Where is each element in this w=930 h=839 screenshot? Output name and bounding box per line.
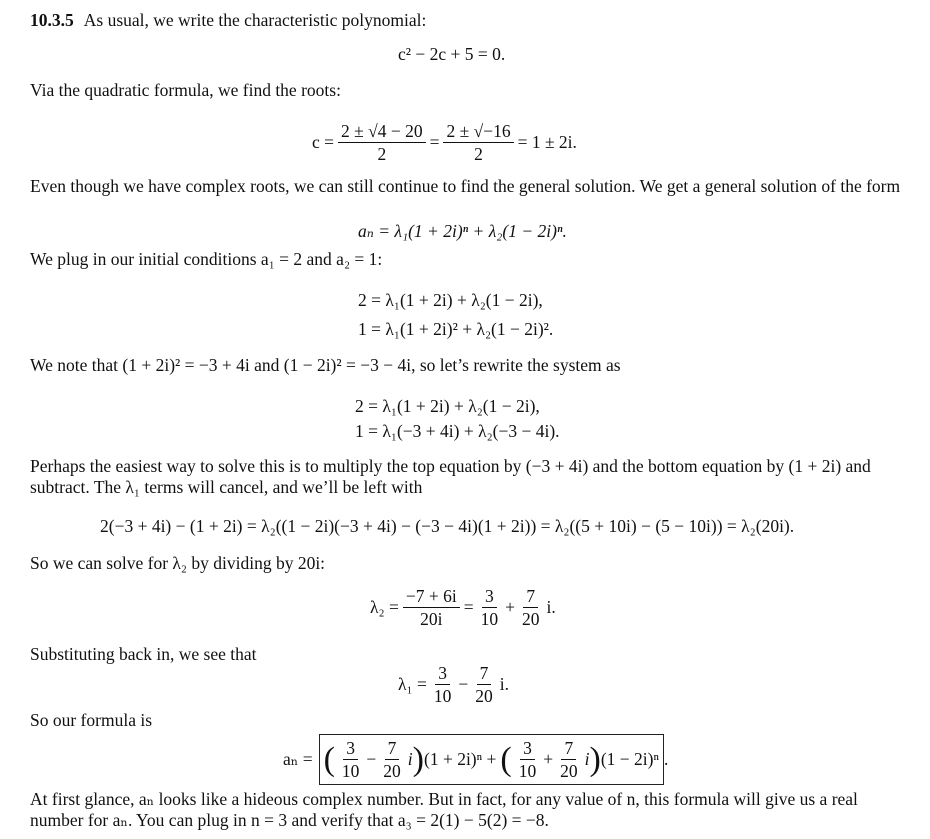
denominator: 10 <box>341 761 360 781</box>
paragraph-divide: So we can solve for λ₂ by dividing by 20i: <box>30 553 326 573</box>
eq-lhs: λ₁ = <box>398 674 427 694</box>
denominator: 20 <box>560 761 578 781</box>
numerator: 7 <box>385 737 400 760</box>
intro-text: As usual, we write the characteristic polynomial: <box>83 10 427 30</box>
denominator: 20 <box>383 761 401 781</box>
fraction <box>403 585 460 630</box>
paragraph-quadratic: Via the quadratic formula, we find the roots: <box>30 80 341 100</box>
final-formula <box>283 734 668 785</box>
operator: + <box>543 749 554 769</box>
system-2-line: 2 = λ₁(1 + 2i) + λ₂(1 − 2i), <box>355 396 540 416</box>
right-paren: ) <box>412 740 424 778</box>
right-paren: ) <box>589 740 601 778</box>
numerator: 3 <box>482 585 497 608</box>
term-2: (1 − 2i)ⁿ <box>600 749 659 769</box>
section-number: 10.3.5 <box>30 10 74 30</box>
numerator: 7 <box>561 737 576 760</box>
numerator: 2 ± √4 − 20 <box>338 120 426 143</box>
numerator: 7 <box>477 662 492 685</box>
operator: − <box>458 674 469 694</box>
fraction <box>516 737 540 782</box>
eq-tail: i. <box>499 674 509 694</box>
numerator: 2 ± √−16 <box>443 120 513 143</box>
term-1: (1 + 2i)ⁿ + <box>424 749 497 769</box>
operator: − <box>366 749 377 769</box>
eq-rest: = 1 ± 2i. <box>517 132 577 152</box>
denominator: 10 <box>518 761 537 781</box>
paragraph-initial-conditions: We plug in our initial conditions a₁ = 2 and a₂ = 1: <box>30 249 383 269</box>
fraction <box>519 585 543 630</box>
system-1-line: 1 = λ₁(1 + 2i)² + λ₂(1 − 2i)². <box>358 319 554 339</box>
denominator: 10 <box>433 686 452 706</box>
lambda2-equation <box>370 585 556 630</box>
fraction <box>338 120 426 165</box>
system-1 <box>358 286 553 344</box>
section-intro <box>30 10 426 31</box>
paragraph-general-solution: Even though we have complex roots, we can still continue to find the general solution. We get a general solution of the form <box>30 176 901 196</box>
left-paren: ( <box>323 740 335 778</box>
general-solution-equation: aₙ = λ₁(1 + 2i)ⁿ + λ₂(1 − 2i)ⁿ. <box>358 221 567 241</box>
boxed-formula <box>319 734 664 785</box>
fraction <box>557 737 581 782</box>
numerator: 3 <box>435 662 450 685</box>
denominator: 20 <box>475 686 493 706</box>
eq-lhs: λ₂ = <box>370 597 399 617</box>
lambda1-equation <box>398 662 509 707</box>
eq-lhs: aₙ = <box>283 749 313 769</box>
denominator: 2 <box>474 144 483 164</box>
paragraph-formula: So our formula is <box>30 710 153 730</box>
fraction <box>431 662 455 707</box>
paragraph-conclusion: At first glance, aₙ looks like a hideous complex number. But in fact, for any value of n, this formula will give us a real number for aₙ. You can plug in n = 3 and verify that a₃ = 2(1) − 5(2) = −8. <box>30 789 858 830</box>
equals: = <box>429 132 440 152</box>
period: . <box>663 749 669 769</box>
equals: = <box>463 597 474 617</box>
paragraph-solve: Perhaps the easiest way to solve this is to multiply the top equation by (−3 + 4i) and the bottom equation by (1 + 2i) and subtract. The λ₁ terms will cancel, and we’ll be left with <box>30 456 871 497</box>
fraction <box>478 585 502 630</box>
numerator: 3 <box>343 737 358 760</box>
system-1-line: 2 = λ₁(1 + 2i) + λ₂(1 − 2i), <box>358 290 543 310</box>
fraction <box>472 662 496 707</box>
operator: + <box>505 597 515 617</box>
system-2-line: 1 = λ₁(−3 + 4i) + λ₂(−3 − 4i). <box>355 421 560 441</box>
denominator: 2 <box>377 144 387 164</box>
imaginary-unit: i <box>584 749 590 769</box>
left-paren: ( <box>500 740 512 778</box>
eq-tail: i. <box>546 597 556 617</box>
imaginary-unit: i <box>407 749 413 769</box>
subtraction-equation: 2(−3 + 4i) − (1 + 2i) = λ₂((1 − 2i)(−3 + 4i) − (−3 − 4i)(1 + 2i)) = λ₂((5 + 10i) − (5 − 10i)) = λ₂(20i). <box>100 516 795 536</box>
roots-equation <box>312 120 577 165</box>
fraction <box>443 120 513 165</box>
characteristic-equation: c² − 2c + 5 = 0. <box>398 44 506 64</box>
denominator: 10 <box>480 609 499 629</box>
paragraph-rewrite: We note that (1 + 2i)² = −3 + 4i and (1 − 2i)² = −3 − 4i, so let’s rewrite the system as <box>30 355 621 375</box>
eq-lhs: c = <box>312 132 335 152</box>
denominator: 20 <box>521 609 540 629</box>
denominator: 20i <box>420 609 443 629</box>
system-2 <box>355 394 560 444</box>
fraction <box>339 737 363 782</box>
numerator: −7 + 6i <box>403 585 460 608</box>
numerator: 3 <box>520 737 535 760</box>
paragraph-substitute: Substituting back in, we see that <box>30 644 257 664</box>
numerator: 7 <box>523 585 538 608</box>
fraction <box>380 737 404 782</box>
